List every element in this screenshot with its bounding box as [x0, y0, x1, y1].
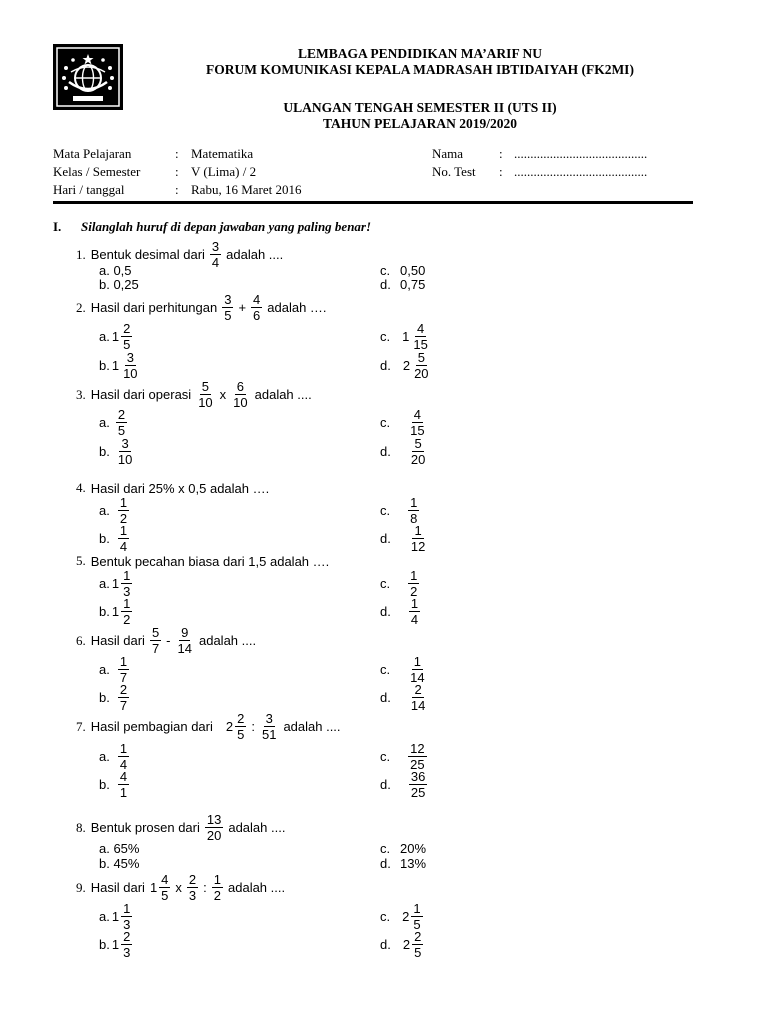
fraction: $\frac{2}{5}$ — [414, 929, 422, 960]
option-a[interactable]: a. $\frac{1}{2}$ — [99, 495, 128, 526]
option-d[interactable]: d. 2 $\frac{5}{20}$ — [380, 350, 429, 381]
option-c[interactable]: c. 1 $\frac{4}{15}$ — [380, 321, 428, 352]
option-d[interactable]: d. $\frac{5}{20}$ — [380, 436, 426, 467]
fraction: $\frac{2}{3}$ — [188, 872, 197, 903]
fraction: $\frac{2}{3}$ — [123, 929, 131, 960]
fraction: $\frac{5}{20}$ — [414, 350, 429, 381]
question-number: 8. — [76, 820, 86, 835]
question-number: 5. — [76, 553, 86, 568]
mixed-number: 2 $\frac{2}{5}$ — [225, 711, 245, 742]
question-number: 1. — [76, 247, 86, 262]
question-number: 4. — [76, 480, 86, 495]
option-c[interactable]: c. $\frac{1}{2}$ — [380, 568, 418, 599]
option-b[interactable]: b. 45% — [99, 856, 140, 871]
option-d[interactable]: d. $\frac{1}{12}$ — [380, 523, 426, 554]
header-institution: LEMBAGA PENDIDIKAN MA’ARIF NU — [297, 46, 543, 61]
option-b[interactable]: b. 1 $\frac{1}{2}$ — [99, 596, 131, 627]
question-text: Hasil pembagian dari — [90, 719, 213, 734]
fraction: $\frac{3}{10}$ — [117, 436, 133, 467]
fraction: $\frac{1}{14}$ — [410, 654, 425, 685]
option-b[interactable]: b. $\frac{4}{1}$ — [99, 769, 128, 800]
operator: x — [219, 387, 227, 402]
fraction: $\frac{1}{2}$ — [123, 596, 131, 627]
question-number: 7. — [76, 719, 86, 734]
label-nama: Nama — [432, 146, 464, 161]
option-d[interactable]: d. $\frac{36}{25}$ — [380, 769, 426, 800]
section-number: I. — [53, 219, 62, 234]
question-text: adalah .... — [228, 880, 286, 895]
colon: : — [175, 182, 179, 197]
option-d[interactable]: 13% — [400, 856, 427, 871]
fraction: $\frac{4}{1}$ — [119, 769, 128, 800]
operator: + — [238, 300, 247, 315]
fraction: $\frac{3}{10}$ — [123, 350, 138, 381]
question-text: adalah .... — [228, 820, 286, 835]
label-no-test: No. Test — [432, 164, 476, 179]
nama-fill-line[interactable]: ......................................... — [514, 146, 648, 161]
header-school-year: TAHUN PELAJARAN 2019/2020 — [322, 116, 517, 131]
label-hari-tanggal: Hari / tanggal — [53, 182, 125, 197]
header-forum: FORUM KOMUNIKASI KEPALA MADRASAH IBTIDAIYAH (FK2MI) — [206, 62, 634, 77]
option-a[interactable]: a. $\frac{1}{7}$ — [99, 654, 128, 685]
option-a[interactable]: a. $\frac{2}{5}$ — [99, 407, 126, 438]
option-c[interactable]: 20% — [400, 841, 427, 856]
fraction: $\frac{2}{5}$ — [117, 407, 126, 438]
option-d-label[interactable]: d. — [380, 277, 391, 292]
question-text: Bentuk desimal dari — [90, 247, 205, 262]
value-hari-tanggal: Rabu, 16 Maret 2016 — [191, 182, 302, 197]
question-4 — [76, 480, 269, 496]
colon: : — [499, 164, 503, 179]
fraction: $\frac{9}{14}$ — [177, 625, 192, 656]
value-mata-pelajaran: Matematika — [191, 146, 254, 161]
fraction: $\frac{1}{4}$ — [119, 741, 128, 772]
fraction: $\frac{6}{10}$ — [233, 379, 248, 410]
fraction: $\frac{4}{6}$ — [253, 292, 261, 323]
option-d[interactable]: d. 2 $\frac{2}{5}$ — [380, 929, 422, 960]
option-c[interactable]: c. $\frac{1}{14}$ — [380, 654, 425, 685]
fraction: $\frac{1}{8}$ — [410, 495, 418, 526]
question-text: Bentuk pecahan biasa dari 1,5 adalah …. — [90, 553, 330, 569]
option-c[interactable]: c. $\frac{1}{8}$ — [380, 495, 418, 526]
label-kelas-semester: Kelas / Semester — [53, 164, 141, 179]
header-exam-title: ULANGAN TENGAH SEMESTER II (UTS II) — [283, 100, 557, 115]
question-number: 6. — [76, 633, 86, 648]
fraction: $\frac{1}{2}$ — [213, 872, 221, 903]
fraction: $\frac{1}{2}$ — [410, 568, 418, 599]
operator: - — [166, 633, 171, 648]
option-d[interactable]: 0,75 — [400, 277, 426, 292]
option-d-label[interactable]: d. — [380, 856, 391, 871]
option-a[interactable]: a. 1 $\frac{1}{3}$ — [99, 901, 131, 932]
fraction: $\frac{2}{5}$ — [123, 321, 131, 352]
fraction: $\frac{3}{51}$ — [261, 711, 277, 742]
option-c-label[interactable]: c. — [380, 841, 391, 856]
fraction: $\frac{5}{10}$ — [198, 379, 213, 410]
question-6 — [76, 626, 256, 655]
fraction: $\frac{1}{3}$ — [123, 901, 131, 932]
fraction: $\frac{13}{20}$ — [206, 812, 222, 843]
option-b[interactable]: b. 1 $\frac{2}{3}$ — [99, 929, 131, 960]
fraction: $\frac{3}{4}$ — [211, 239, 220, 270]
question-7 — [76, 712, 341, 741]
option-b[interactable]: b. $\frac{2}{7}$ — [99, 682, 128, 713]
question-text: adalah .... — [283, 719, 341, 734]
fraction: $\frac{12}{25}$ — [410, 741, 425, 772]
fraction: $\frac{2}{7}$ — [119, 682, 128, 713]
fraction: $\frac{1}{5}$ — [413, 901, 421, 932]
question-9 — [76, 873, 285, 902]
fraction: $\frac{3}{5}$ — [224, 292, 232, 323]
fraction: $\frac{4}{15}$ — [413, 321, 428, 352]
question-number: 9. — [76, 880, 86, 895]
option-c[interactable]: c. $\frac{4}{15}$ — [380, 407, 425, 438]
fraction: $\frac{5}{7}$ — [151, 625, 160, 656]
option-a[interactable]: a. 0,5 — [99, 263, 132, 278]
question-number: 3. — [76, 387, 86, 402]
value-kelas-semester: V (Lima) / 2 — [191, 164, 257, 179]
question-text: Hasil dari — [90, 633, 145, 648]
fraction: $\frac{1}{7}$ — [119, 654, 128, 685]
operator: : — [251, 719, 255, 734]
option-c[interactable]: 0,50 — [400, 263, 426, 278]
no-test-fill-line[interactable]: ......................................... — [514, 164, 648, 179]
option-c[interactable]: c. $\frac{12}{25}$ — [380, 741, 425, 772]
question-text: Hasil dari 25% x 0,5 adalah …. — [90, 480, 270, 496]
colon: : — [499, 146, 503, 161]
question-text: Bentuk prosen dari — [90, 820, 200, 835]
question-text: adalah .... — [254, 387, 312, 402]
fraction: $\frac{1}{4}$ — [410, 596, 419, 627]
question-text: Hasil dari operasi — [90, 387, 192, 402]
fraction: $\frac{4}{15}$ — [410, 407, 425, 438]
operator: : — [203, 880, 207, 895]
option-c-label[interactable]: c. — [380, 263, 391, 278]
colon: : — [175, 164, 179, 179]
option-b[interactable]: b. $\frac{3}{10}$ — [99, 436, 133, 467]
option-b[interactable]: b. 1 $\frac{3}{10}$ — [99, 350, 138, 381]
question-number: 2. — [76, 300, 86, 315]
option-b[interactable]: b. $\frac{1}{4}$ — [99, 523, 128, 554]
question-2 — [76, 293, 327, 322]
fraction: $\frac{2}{14}$ — [410, 682, 426, 713]
nu-logo — [53, 44, 123, 110]
fraction: $\frac{1}{2}$ — [119, 495, 128, 526]
question-text: adalah .... — [198, 633, 257, 648]
question-text: Hasil dari — [90, 880, 145, 895]
option-b[interactable]: b. 0,25 — [99, 277, 139, 292]
option-d[interactable]: d. $\frac{1}{4}$ — [380, 596, 419, 627]
operator: x — [175, 880, 182, 895]
header-divider — [53, 201, 693, 204]
fraction: $\frac{5}{20}$ — [410, 436, 426, 467]
option-a[interactable]: a. 1 $\frac{2}{5}$ — [99, 321, 131, 352]
option-a[interactable]: a. 1 $\frac{1}{3}$ — [99, 568, 131, 599]
question-text: adalah …. — [267, 300, 327, 315]
option-a[interactable]: a. $\frac{1}{4}$ — [99, 741, 128, 772]
question-3 — [76, 380, 312, 409]
question-8 — [76, 813, 285, 842]
question-text: Hasil dari perhitungan — [90, 300, 218, 315]
option-a[interactable]: a. 65% — [99, 841, 140, 856]
section-instruction: Silanglah huruf di depan jawaban yang paling benar! — [81, 219, 372, 234]
colon: : — [175, 146, 179, 161]
fraction: $\frac{1}{12}$ — [410, 523, 426, 554]
question-5 — [76, 553, 329, 569]
question-text: adalah .... — [226, 247, 284, 262]
mixed-number: 1 $\frac{4}{5}$ — [149, 872, 169, 903]
fraction: $\frac{1}{3}$ — [123, 568, 131, 599]
option-c[interactable]: c. 2 $\frac{1}{5}$ — [380, 901, 421, 932]
fraction: $\frac{36}{25}$ — [410, 769, 426, 800]
option-d[interactable]: d. $\frac{2}{14}$ — [380, 682, 426, 713]
label-mata-pelajaran: Mata Pelajaran — [53, 146, 132, 161]
fraction: $\frac{1}{4}$ — [119, 523, 128, 554]
